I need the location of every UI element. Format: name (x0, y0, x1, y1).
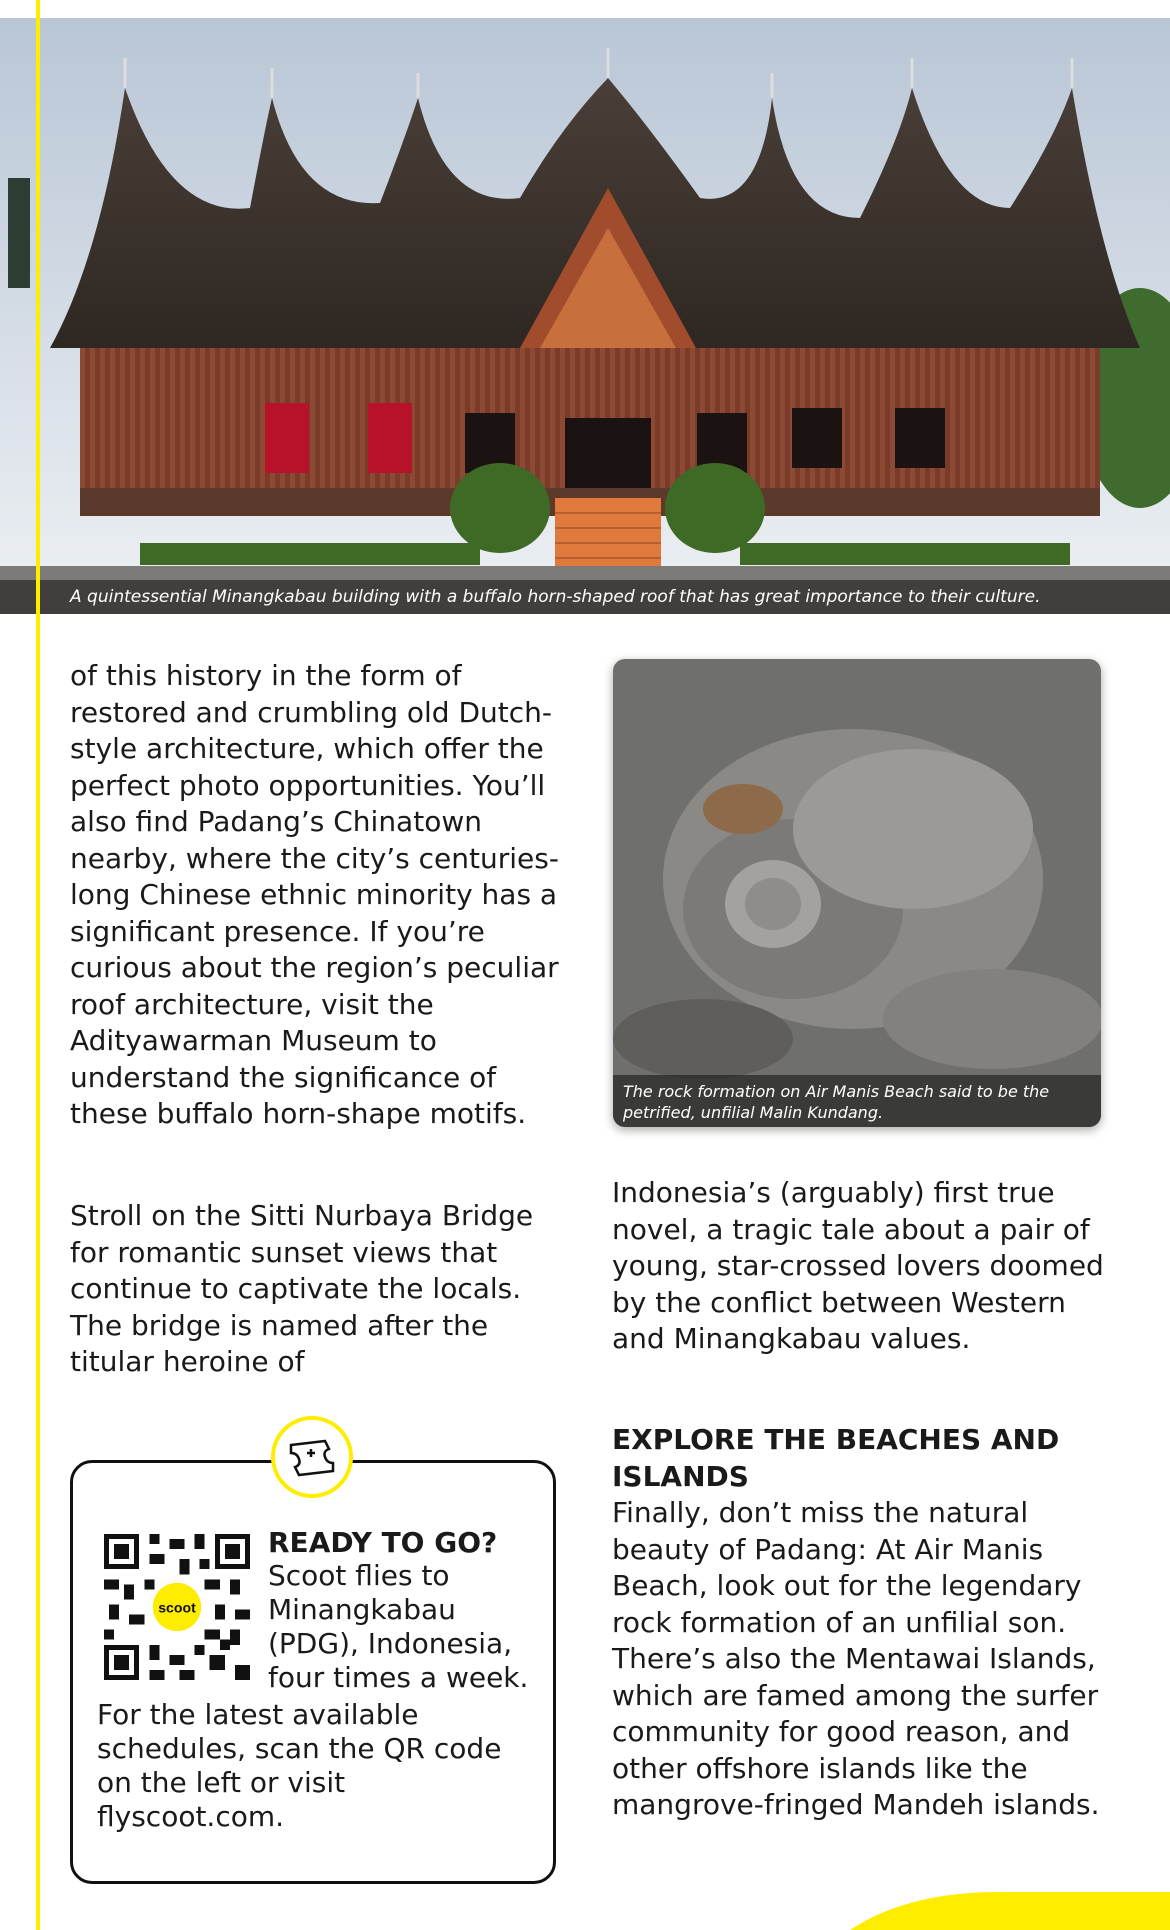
body-paragraph: Finally, don’t miss the natural beauty of Padang: At Air Manis Beach, look out for the legendary rock formation of an unfilial son. There’s also the Mentawai Islands, which are famed among the surfer community for good reason, and other offshore islands like the mangrove-fringed Mandeh islands. (612, 1496, 1100, 1821)
right-column-lower (612, 1422, 1112, 1824)
body-paragraph: of this history in the form of restored and crumbling old Dutch-style architecture, which offer the perfect photo opportunities. You’ll also find Padang’s Chinatown nearby, where the city’s centuries-long Chinese ethnic minority has a significant presence. If you’re curious about the region’s peculiar roof architecture, visit the Adityawarman Museum to understand the significance of these buffalo horn-shape motifs. (70, 659, 559, 1130)
body-paragraph: Indonesia’s (arguably) first true novel, a tragic tale about a pair of young, star-crossed lovers doomed by the conflict between Western and Minangkabau values. (612, 1176, 1104, 1355)
left-column-upper (70, 658, 570, 1133)
yellow-corner-decoration (850, 1890, 1170, 1930)
rock-formation-photo (613, 659, 1101, 1127)
hero-image (0, 18, 1170, 614)
qr-code[interactable] (104, 1534, 250, 1680)
right-column-upper (612, 1175, 1112, 1358)
ticket-icon (271, 1416, 353, 1498)
body-paragraph: Stroll on the Sitti Nurbaya Bridge for romantic sunset views that continue to captivate the locals. The bridge is named after the titular heroine of (70, 1199, 534, 1378)
hero-caption: A quintessential Minangkabau building with a buffalo horn-shaped roof that has great importance to their culture. (0, 580, 1170, 614)
left-column-lower (70, 1198, 570, 1381)
rock-illustration (613, 659, 1101, 1127)
card-flight-info: Scoot flies to Minangkabau (PDG), Indonesia, four times a week. (268, 1559, 529, 1694)
section-heading: EXPLORE THE BEACHES AND ISLANDS (612, 1423, 1060, 1493)
yellow-margin-line (36, 0, 40, 1930)
card-schedule-info: For the latest available schedules, scan the QR code on the left or visit flyscoot.com. (97, 1698, 502, 1833)
qr-logo: scoot (158, 1599, 196, 1616)
minangkabau-house-illustration (0, 18, 1170, 614)
photo-caption: The rock formation on Air Manis Beach said to be the petrified, unfilial Malin Kundang. (613, 1075, 1101, 1127)
card-title: READY TO GO? (268, 1526, 498, 1559)
